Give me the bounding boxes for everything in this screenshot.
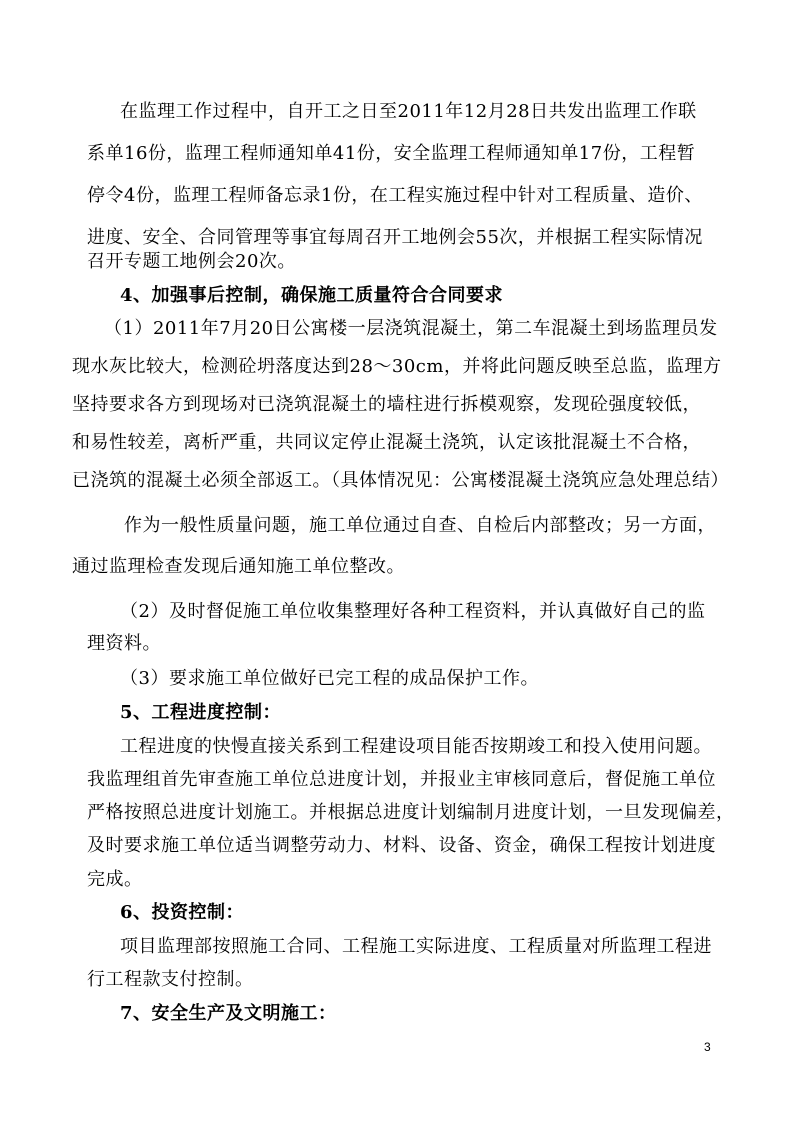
paragraph-line: 召开专题工地例会20次。 bbox=[87, 251, 296, 272]
paragraph-line: 现水灰比较大，检测砼坍落度达到28～30cm，并将此问题反映至总监，监理方 bbox=[72, 356, 722, 377]
paragraph-line: 在监理工作过程中，自开工之日至2011年12月28日共发出监理工作联 bbox=[120, 101, 697, 122]
paragraph-line: 已浇筑的混凝土必须全部返工。（具体情况见：公寓楼混凝土浇筑应急处理总结） bbox=[72, 470, 729, 491]
paragraph-line: 进度、安全、合同管理等事宜每周召开工地例会55次，并根据工程实际情况 bbox=[87, 227, 703, 248]
paragraph-line: 严格按照总进度计划施工。并根据总进度计划编制月进度计划，一旦发现偏差， bbox=[87, 802, 735, 823]
section-heading: 6、投资控制： bbox=[120, 902, 245, 923]
paragraph-line: 理资料。 bbox=[87, 633, 161, 654]
paragraph-line: 和易性较差，离析严重，共同议定停止混凝土浇筑，认定该批混凝土不合格， bbox=[72, 432, 701, 453]
paragraph-line: 我监理组首先审查施工单位总进度计划，并报业主审核同意后，督促施工单位 bbox=[87, 769, 716, 790]
paragraph-line: 坚持要求各方到现场对已浇筑混凝土的墙柱进行拆模观察，发现砼强度较低， bbox=[72, 394, 701, 415]
paragraph-line: 完成。 bbox=[87, 869, 143, 890]
section-heading: 7、安全生产及文明施工： bbox=[120, 1003, 337, 1024]
paragraph-line: （2）及时督促施工单位收集整理好各种工程资料，并认真做好自己的监 bbox=[120, 601, 706, 622]
paragraph-line: 项目监理部按照施工合同、工程施工实际进度、工程质量对所监理工程进 bbox=[120, 936, 712, 957]
paragraph-line: 作为一般性质量问题，施工单位通过自查、自检后内部整改；另一方面， bbox=[124, 515, 716, 536]
paragraph-line: 停令4份，监理工程师备忘录1份，在工程实施过程中针对工程质量、造价、 bbox=[87, 185, 703, 206]
paragraph-line: 通过监理检查发现后通知施工单位整改。 bbox=[72, 556, 405, 577]
paragraph-line: 行工程款支付控制。 bbox=[87, 969, 254, 990]
paragraph-line: 系单16份，监理工程师通知单41份，安全监理工程师通知单17份，工程暂 bbox=[87, 143, 696, 164]
section-heading: 5、工程进度控制： bbox=[120, 702, 282, 723]
paragraph-line: 工程进度的快慢直接关系到工程建设项目能否按期竣工和投入使用问题。 bbox=[120, 736, 712, 757]
paragraph-line: （1）2011年7月20日公寓楼一层浇筑混凝土，第二车混凝土到场监理员发 bbox=[104, 318, 718, 339]
paragraph-line: 及时要求施工单位适当调整劳动力、材料、设备、资金，确保工程按计划进度 bbox=[87, 835, 716, 856]
section-heading: 4、加强事后控制，确保施工质量符合合同要求 bbox=[120, 285, 504, 306]
paragraph-line: （3）要求施工单位做好已完工程的成品保护工作。 bbox=[120, 668, 539, 689]
page-number: 3 bbox=[704, 1040, 711, 1054]
